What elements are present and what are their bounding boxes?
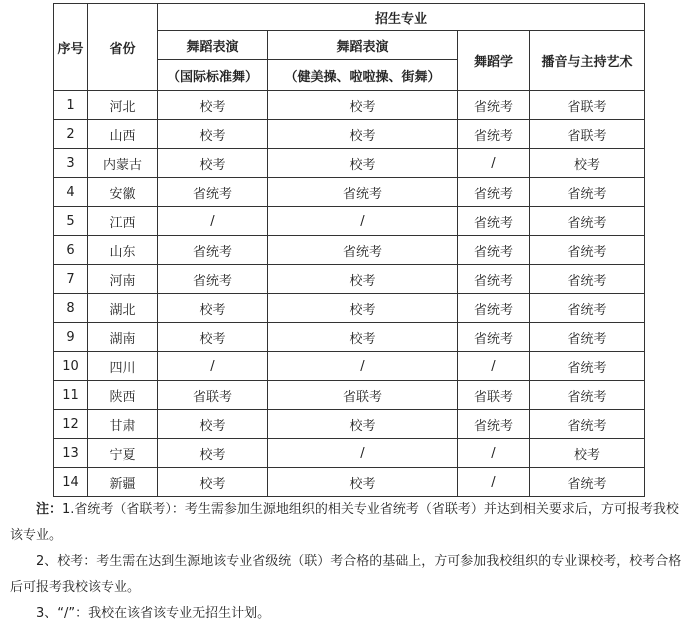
cell-ballroom: 校考: [158, 468, 268, 497]
cell-aerobics: 校考: [268, 294, 458, 323]
cell-aerobics: 校考: [268, 323, 458, 352]
cell-aerobics: 省联考: [268, 381, 458, 410]
cell-seq: 3: [54, 149, 88, 178]
cell-study: /: [458, 439, 530, 468]
cell-ballroom: 校考: [158, 149, 268, 178]
cell-province: 江西: [88, 207, 158, 236]
table-row: [54, 439, 645, 468]
table-row: [54, 410, 645, 439]
note-label: 注：: [36, 502, 63, 517]
table-row: [54, 236, 645, 265]
table-row: [54, 207, 645, 236]
header-dance-aerobics-sub: （健美操、啦啦操、街舞）: [268, 60, 458, 91]
cell-seq: 11: [54, 381, 88, 410]
cell-province: 四川: [88, 352, 158, 381]
cell-seq: 9: [54, 323, 88, 352]
header-seq: 序号: [54, 4, 88, 91]
cell-broadcast: 省统考: [530, 381, 645, 410]
cell-aerobics: /: [268, 207, 458, 236]
cell-study: 省统考: [458, 265, 530, 294]
cell-ballroom: /: [158, 207, 268, 236]
cell-broadcast: 省统考: [530, 207, 645, 236]
note-1-text: 1.省统考（省联考）：考生需参加生源地组织的相关专业省统考（省联考）并达到相关要求后，方可报考我校该专业。: [10, 502, 679, 543]
cell-ballroom: 校考: [158, 323, 268, 352]
cell-study: 省统考: [458, 323, 530, 352]
table-row: [54, 120, 645, 149]
cell-seq: 6: [54, 236, 88, 265]
cell-aerobics: 校考: [268, 149, 458, 178]
cell-ballroom: 校考: [158, 91, 268, 120]
cell-ballroom: 校考: [158, 294, 268, 323]
table-body: [54, 91, 645, 497]
cell-ballroom: 省统考: [158, 265, 268, 294]
table-row: [54, 265, 645, 294]
notes: [10, 497, 686, 627]
cell-study: 省统考: [458, 91, 530, 120]
cell-broadcast: 省联考: [530, 91, 645, 120]
cell-ballroom: 省统考: [158, 236, 268, 265]
cell-province: 安徽: [88, 178, 158, 207]
header-dance-aerobics: 舞蹈表演: [268, 31, 458, 60]
cell-broadcast: 省统考: [530, 178, 645, 207]
cell-broadcast: 省统考: [530, 294, 645, 323]
cell-province: 湖北: [88, 294, 158, 323]
cell-broadcast: 省联考: [530, 120, 645, 149]
cell-seq: 8: [54, 294, 88, 323]
cell-aerobics: /: [268, 352, 458, 381]
header-dance-ballroom: 舞蹈表演: [158, 31, 268, 60]
cell-broadcast: 省统考: [530, 468, 645, 497]
header-broadcast: 播音与主持艺术: [530, 31, 645, 91]
cell-province: 内蒙古: [88, 149, 158, 178]
cell-study: 省统考: [458, 207, 530, 236]
cell-broadcast: 省统考: [530, 236, 645, 265]
cell-seq: 12: [54, 410, 88, 439]
cell-province: 陕西: [88, 381, 158, 410]
cell-ballroom: 省统考: [158, 178, 268, 207]
cell-aerobics: 省统考: [268, 178, 458, 207]
cell-province: 山西: [88, 120, 158, 149]
cell-province: 河北: [88, 91, 158, 120]
cell-province: 河南: [88, 265, 158, 294]
cell-broadcast: 校考: [530, 149, 645, 178]
cell-province: 甘肃: [88, 410, 158, 439]
note-3: 3、“/”：我校在该省该专业无招生计划。: [36, 606, 271, 621]
table-row: [54, 149, 645, 178]
cell-study: /: [458, 352, 530, 381]
cell-ballroom: /: [158, 352, 268, 381]
cell-seq: 5: [54, 207, 88, 236]
cell-aerobics: 校考: [268, 265, 458, 294]
table-row: [54, 294, 645, 323]
cell-ballroom: 校考: [158, 439, 268, 468]
cell-seq: 10: [54, 352, 88, 381]
cell-study: /: [458, 468, 530, 497]
table-row: [54, 323, 645, 352]
table-row: [54, 178, 645, 207]
cell-aerobics: 校考: [268, 91, 458, 120]
table-row: [54, 468, 645, 497]
cell-province: 山东: [88, 236, 158, 265]
header-dance-ballroom-sub: （国际标准舞）: [158, 60, 268, 91]
cell-ballroom: 校考: [158, 120, 268, 149]
cell-aerobics: 校考: [268, 410, 458, 439]
cell-broadcast: 省统考: [530, 410, 645, 439]
note-2: 2、校考：考生需在达到生源地该专业省级统（联）考合格的基础上，方可参加我校组织的专业课校考，校考合格后可报考我校该专业。: [10, 554, 682, 595]
cell-study: 省统考: [458, 294, 530, 323]
enrollment-table: [53, 3, 645, 497]
cell-broadcast: 省统考: [530, 265, 645, 294]
cell-aerobics: 校考: [268, 120, 458, 149]
table-row: [54, 352, 645, 381]
cell-seq: 1: [54, 91, 88, 120]
cell-study: 省统考: [458, 236, 530, 265]
cell-broadcast: 省统考: [530, 352, 645, 381]
cell-aerobics: 校考: [268, 468, 458, 497]
cell-broadcast: 校考: [530, 439, 645, 468]
cell-seq: 7: [54, 265, 88, 294]
cell-study: 省联考: [458, 381, 530, 410]
cell-ballroom: 省联考: [158, 381, 268, 410]
cell-seq: 4: [54, 178, 88, 207]
cell-study: 省统考: [458, 410, 530, 439]
table-row: [54, 381, 645, 410]
cell-seq: 2: [54, 120, 88, 149]
cell-ballroom: 校考: [158, 410, 268, 439]
cell-seq: 14: [54, 468, 88, 497]
cell-study: 省统考: [458, 178, 530, 207]
table-row: [54, 91, 645, 120]
cell-province: 宁夏: [88, 439, 158, 468]
cell-province: 湖南: [88, 323, 158, 352]
cell-province: 新疆: [88, 468, 158, 497]
cell-broadcast: 省统考: [530, 323, 645, 352]
cell-study: /: [458, 149, 530, 178]
header-dance-study: 舞蹈学: [458, 31, 530, 91]
cell-aerobics: 省统考: [268, 236, 458, 265]
cell-aerobics: /: [268, 439, 458, 468]
cell-seq: 13: [54, 439, 88, 468]
header-enrollment-major: 招生专业: [158, 4, 645, 31]
note-1: [10, 497, 686, 549]
cell-study: 省统考: [458, 120, 530, 149]
header-province: 省份: [88, 4, 158, 91]
